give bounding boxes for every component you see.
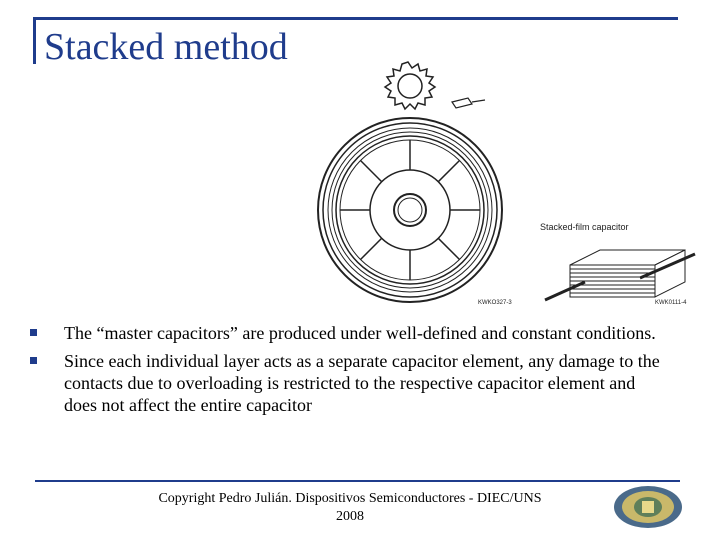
title-frame-top bbox=[33, 17, 678, 20]
footer-line-1: Copyright Pedro Julián. Dispositivos Semiconductores - DIEC/UNS bbox=[158, 491, 542, 506]
figure-code-left: KWKO327-3 bbox=[478, 300, 512, 306]
capacitor-diagram bbox=[300, 60, 700, 310]
footer-copyright bbox=[145, 490, 555, 526]
chip-icon bbox=[452, 98, 485, 108]
slide-title: Stacked method bbox=[44, 26, 288, 68]
bullet-text: The “master capacitors” are produced under well-defined and constant conditions. bbox=[64, 323, 656, 343]
stacked-film-capacitor bbox=[545, 250, 695, 300]
square-bullet-icon bbox=[30, 357, 37, 364]
gear-icon bbox=[385, 62, 435, 109]
bullet-list bbox=[30, 322, 670, 422]
university-seal-icon bbox=[612, 485, 684, 529]
footer-line-2: 2008 bbox=[336, 509, 364, 524]
bullet-item bbox=[30, 350, 670, 416]
title-frame-left bbox=[33, 17, 36, 64]
footer-rule bbox=[35, 480, 680, 482]
master-capacitor-wheel bbox=[318, 118, 502, 302]
stacked-film-caption: Stacked-film capacitor bbox=[540, 222, 629, 232]
bullet-item bbox=[30, 322, 670, 344]
bullet-text: Since each individual layer acts as a separate capacitor element, any damage to the contacts due to overloading is restricted to the respective capacitor element and does not affect the entire capacitor bbox=[64, 351, 660, 415]
figure-code-right: KWK0111-4 bbox=[655, 300, 687, 306]
square-bullet-icon bbox=[30, 329, 37, 336]
